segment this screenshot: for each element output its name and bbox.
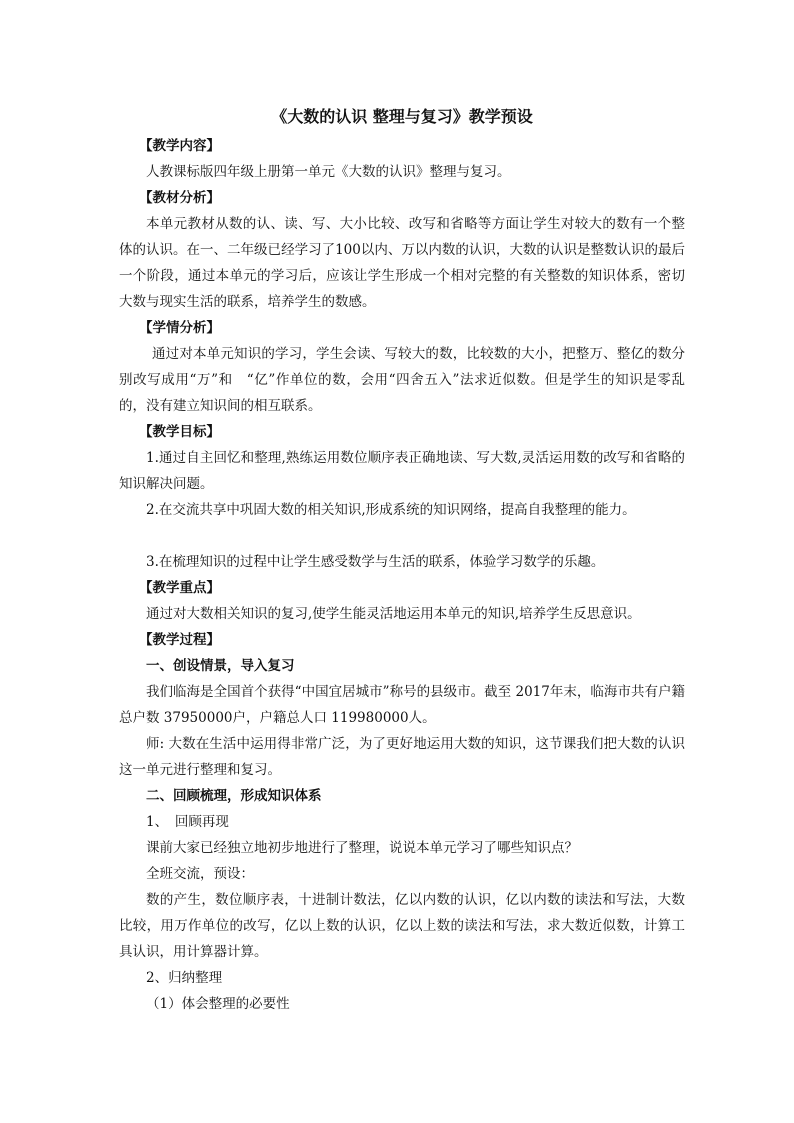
item-organize: 2、归纳整理: [146, 970, 223, 986]
goal-2: 2.在交流共享中巩固大数的相关知识,形成系统的知识网络，提高自我整理的能力。: [146, 502, 636, 518]
heading-student-analysis: 【学情分析】: [139, 320, 220, 336]
heading-teaching-goals: 【教学目标】: [139, 424, 220, 440]
paragraph-class-exchange: 全班交流，预设：: [146, 866, 254, 882]
paragraph-intro-linhai: 我们临海是全国首个获得“中国宜居城市”称号的县级市。截至 2017年末，临海市共有户籍总户数 37950000户，户籍总人口 119980000人。: [119, 684, 685, 726]
heading-teaching-process: 【教学过程】: [139, 632, 220, 648]
blank-line: [119, 523, 685, 549]
paragraph-student-analysis: 通过对本单元知识的学习，学生会读、写较大的数，比较数的大小，把整万、整亿的数分别改写成用“万”和 “亿”作单位的数，会用“四舍五入”法求近似数。但是学生的知识是零乱的，没有建立知识间的相互联系。: [119, 346, 685, 414]
paragraph-teaching-focus: 通过对大数相关知识的复习,使学生能灵活地运用本单元的知识,培养学生反思意识。: [146, 606, 641, 622]
document-page: [119, 104, 685, 1017]
item-necessity: （1）体会整理的必要性: [146, 996, 290, 1012]
heading-material-analysis: 【教材分析】: [139, 190, 220, 206]
heading-teaching-content: 【教学内容】: [139, 138, 220, 154]
paragraph-teacher-intro: 师: 大数在生活中运用得非常广泛，为了更好地运用大数的知识，这节课我们把大数的认识这一单元进行整理和复习。: [119, 736, 685, 778]
heading-teaching-focus: 【教学重点】: [139, 580, 220, 596]
section-1-heading: 一、创设情景，导入复习: [146, 658, 295, 674]
paragraph-material-analysis: 本单元教材从数的认、读、写、大小比较、改写和省略等方面让学生对较大的数有一个整体的认识。在一、二年级已经学习了100以内、万以内数的认识，大数的认识是整数认识的最后一个阶段，通过本单元的学习后，应该让学生形成一个相对完整的有关整数的知识体系，密切大数与现实生活的联系，培养学生的数感。: [119, 216, 685, 310]
section-2-heading: 二、回顾梳理，形成知识体系: [146, 788, 322, 804]
item-review: 1、 回顾再现: [146, 814, 229, 830]
paragraph-knowledge-points: 数的产生，数位顺序表，十进制计数法，亿以内数的认识，亿以内数的读法和写法，大数比较，用万作单位的改写，亿以上数的认识，亿以上数的读法和写法，求大数近似数，计算工具认识，用计算器计算。: [119, 892, 685, 960]
goal-1: 1.通过自主回忆和整理,熟练运用数位顺序表正确地读、写大数,灵活运用数的改写和省略的知识解决问题。: [119, 450, 685, 492]
page-title: 《大数的认识 整理与复习》教学预设: [271, 107, 533, 126]
goal-3: 3.在梳理知识的过程中让学生感受数学与生活的联系，体验学习数学的乐趣。: [146, 554, 605, 570]
paragraph-review-question: 课前大家已经独立地初步地进行了整理，说说本单元学习了哪些知识点？: [146, 840, 578, 856]
paragraph-teaching-content: 人教课标版四年级上册第一单元《大数的认识》整理与复习。: [146, 164, 511, 180]
